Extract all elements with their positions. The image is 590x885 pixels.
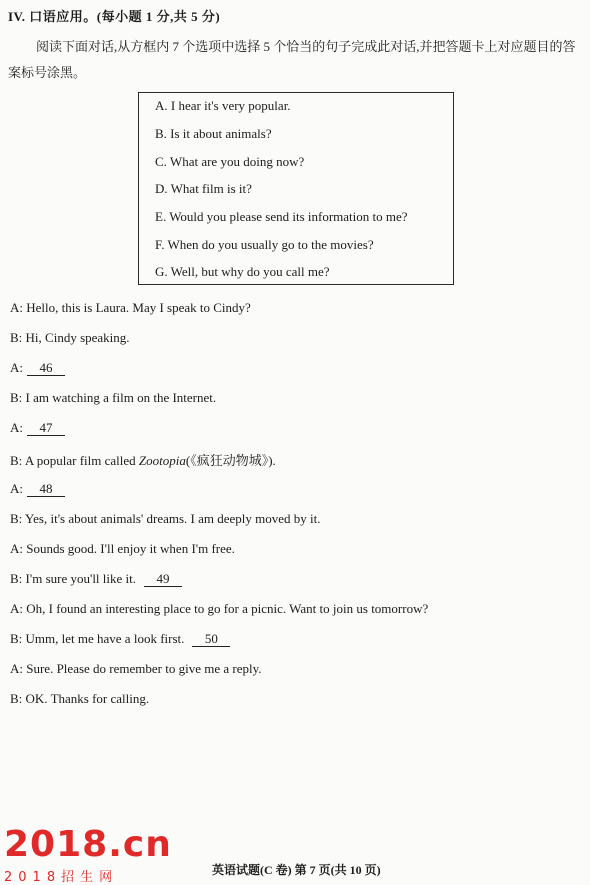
dialogue-line bbox=[10, 420, 65, 436]
speaker-label: A: bbox=[10, 420, 23, 435]
answer-blank-48: 48 bbox=[27, 482, 65, 497]
section-title: IV. 口语应用。(每小题 1 分,共 5 分) bbox=[8, 9, 221, 24]
instructions: 阅读下面对话,从方框内 7 个选项中选择 5 个恰当的句子完成此对话,并把答题卡上对应题目的答案标号涂黑。 bbox=[8, 39, 576, 80]
dialogue-line: A: Sounds good. I'll enjoy it when I'm free. bbox=[10, 541, 235, 556]
option-b: B. Is it about animals? bbox=[155, 126, 272, 141]
dialogue-line bbox=[10, 571, 182, 587]
line-text: B: Umm, let me have a look first. bbox=[10, 631, 185, 646]
speaker-label: A: bbox=[10, 360, 23, 375]
line-text: B: A popular film called bbox=[10, 453, 139, 468]
line-text: (《疯狂动物城》). bbox=[185, 453, 276, 468]
line-text: B: I'm sure you'll like it. bbox=[10, 571, 137, 586]
options-box bbox=[138, 92, 454, 285]
answer-blank-46: 46 bbox=[27, 361, 65, 376]
dialogue-line: B: I am watching a film on the Internet. bbox=[10, 390, 217, 405]
answer-blank-50: 50 bbox=[192, 632, 230, 647]
watermark-domain: 2018.cn bbox=[4, 824, 172, 865]
dialogue-line: A: Hello, this is Laura. May I speak to Cindy? bbox=[10, 300, 251, 315]
film-title: Zootopia bbox=[138, 453, 186, 468]
option-c: C. What are you doing now? bbox=[155, 154, 305, 169]
option-d: D. What film is it? bbox=[155, 181, 252, 196]
answer-blank-49: 49 bbox=[144, 572, 182, 587]
dialogue-line: B: Yes, it's about animals' dreams. I am deeply moved by it. bbox=[10, 511, 321, 526]
option-e: E. Would you please send its information to me? bbox=[155, 209, 408, 224]
dialogue-line bbox=[10, 631, 230, 647]
watermark-site-name: 2018招生网 bbox=[4, 870, 119, 885]
answer-blank-47: 47 bbox=[27, 421, 65, 436]
dialogue-line: A: Oh, I found an interesting place to go for a picnic. Want to join us tomorrow? bbox=[10, 601, 429, 616]
dialogue-line bbox=[10, 450, 276, 469]
page-footer: 英语试题(C 卷) 第 7 页(共 10 页) bbox=[212, 863, 381, 877]
option-a: A. I hear it's very popular. bbox=[155, 98, 291, 113]
dialogue-line: B: OK. Thanks for calling. bbox=[10, 691, 150, 706]
dialogue-line bbox=[10, 360, 65, 376]
option-f: F. When do you usually go to the movies? bbox=[155, 237, 374, 252]
site-watermark-logo bbox=[4, 826, 172, 885]
speaker-label: A: bbox=[10, 481, 23, 496]
option-g: G. Well, but why do you call me? bbox=[155, 264, 330, 279]
dialogue-line: A: Sure. Please do remember to give me a reply. bbox=[10, 661, 262, 676]
dialogue-line: B: Hi, Cindy speaking. bbox=[10, 330, 130, 345]
dialogue-line bbox=[10, 481, 65, 497]
